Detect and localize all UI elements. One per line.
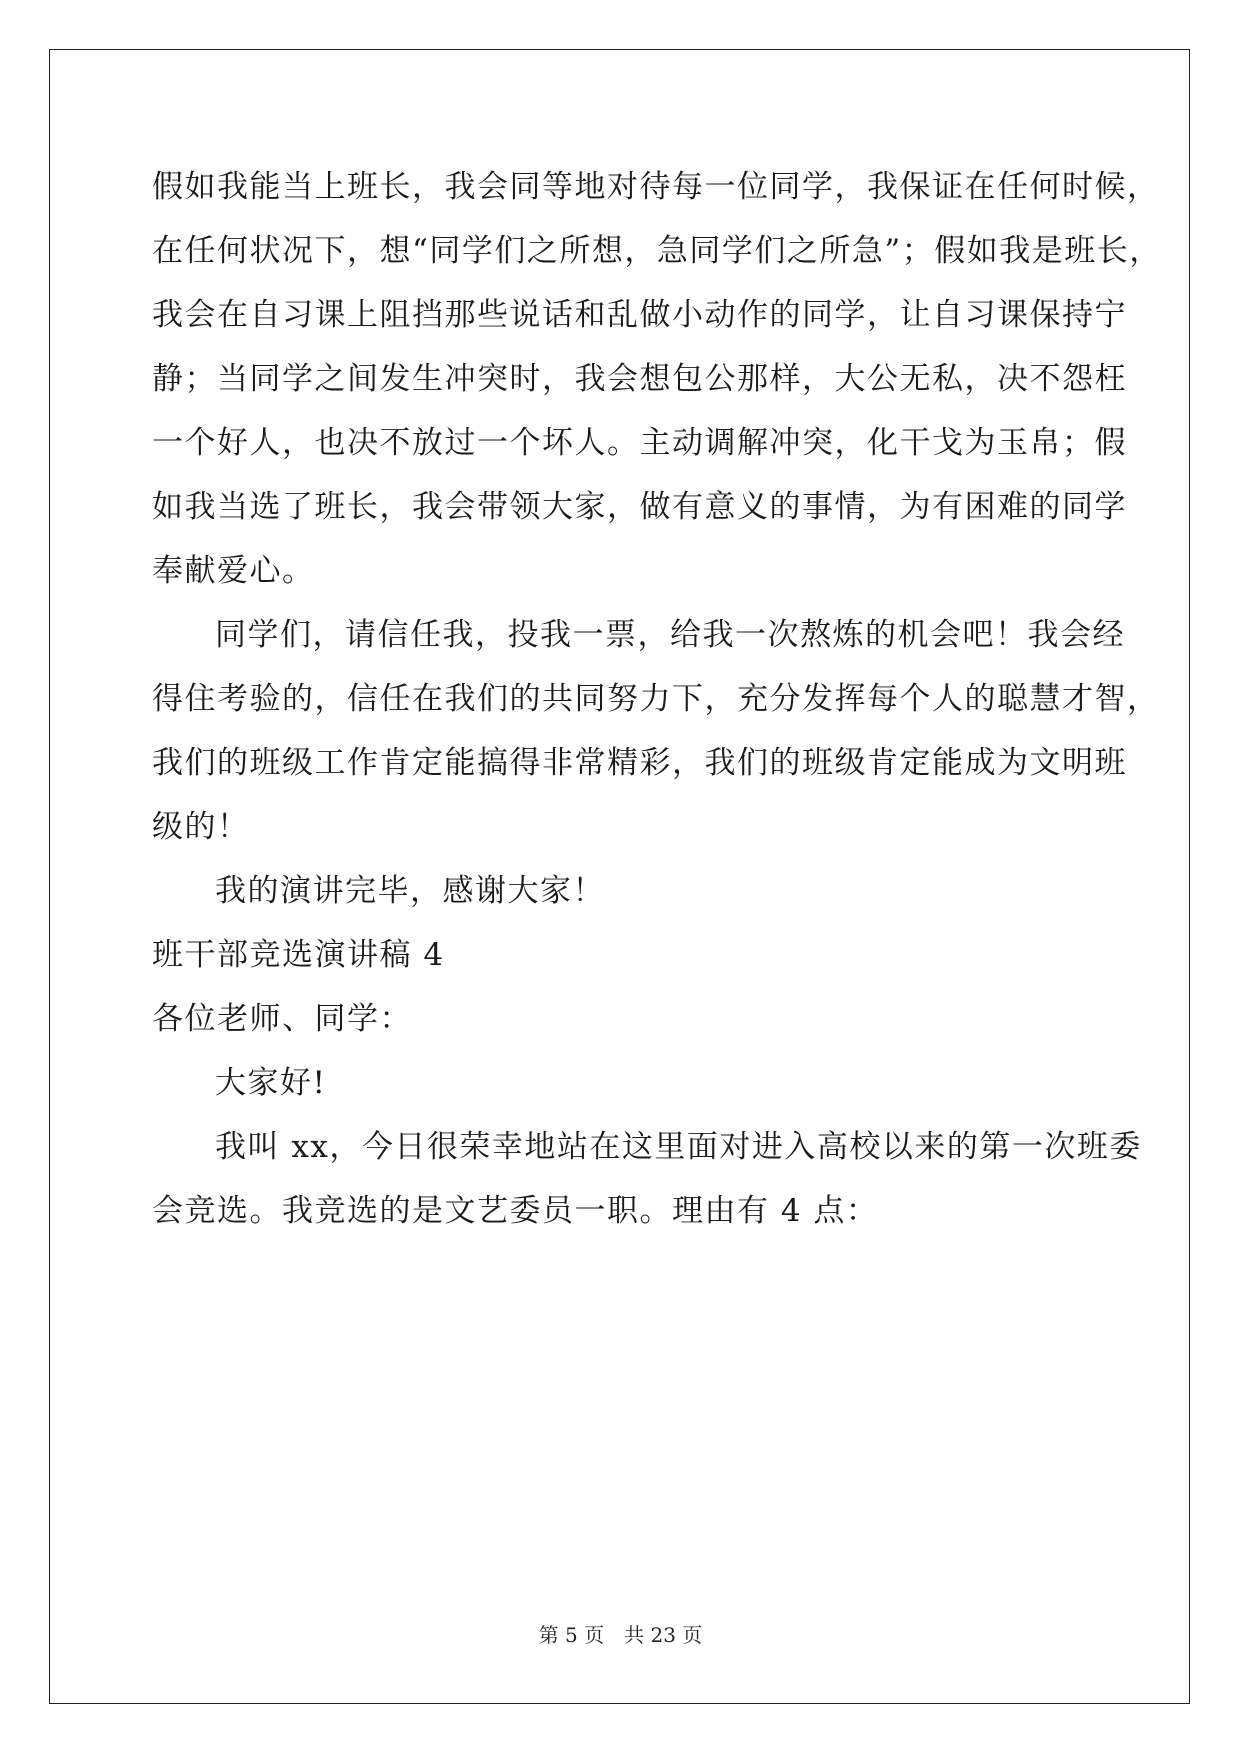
paragraph-line: 会竞选。我竞选的是文艺委员一职。理由有 4 点： — [152, 1193, 879, 1229]
paragraph-line: 奉献爱心。 — [152, 553, 315, 589]
paragraph-line: 我叫 xx，今日很荣幸地站在这里面对进入高校以来的第一次班委 — [215, 1129, 1142, 1165]
paragraph-line: 得住考验的，信任在我们的共同努力下，充分发挥每个人的聪慧才智， — [152, 681, 1160, 717]
paragraph-line: 我会在自习课上阻挡那些说话和乱做小动作的同学，让自习课保持宁 — [152, 297, 1127, 333]
paragraph-line: 我们的班级工作肯定能搞得非常精彩，我们的班级肯定能成为文明班 — [152, 745, 1127, 781]
paragraph-line: 如我当选了班长，我会带领大家，做有意义的事情，为有困难的同学 — [152, 489, 1127, 525]
paragraph-line: 同学们，请信任我，投我一票，给我一次熬炼的机会吧！我会经 — [215, 617, 1125, 653]
paragraph-line: 我的演讲完毕，感谢大家！ — [215, 873, 605, 909]
section-heading: 班干部竞选演讲稿 4 — [152, 937, 445, 973]
page-number-footer: 第 5 页 共 23 页 — [538, 1623, 703, 1647]
paragraph-line: 在任何状况下，想“同学们之所想，急同学们之所急”；假如我是班长， — [152, 233, 1162, 269]
paragraph-line: 级的！ — [152, 809, 250, 845]
greeting: 大家好! — [215, 1065, 327, 1101]
salutation: 各位老师、同学： — [152, 1001, 412, 1037]
paragraph-line: 静；当同学之间发生冲突时，我会想包公那样，大公无私，决不怨枉 — [152, 361, 1127, 397]
document-body — [152, 155, 1162, 1243]
paragraph-line: 一个好人，也决不放过一个坏人。主动调解冲突，化干戈为玉帛；假 — [152, 425, 1127, 461]
paragraph-line: 假如我能当上班长，我会同等地对待每一位同学，我保证在任何时候， — [152, 169, 1160, 205]
